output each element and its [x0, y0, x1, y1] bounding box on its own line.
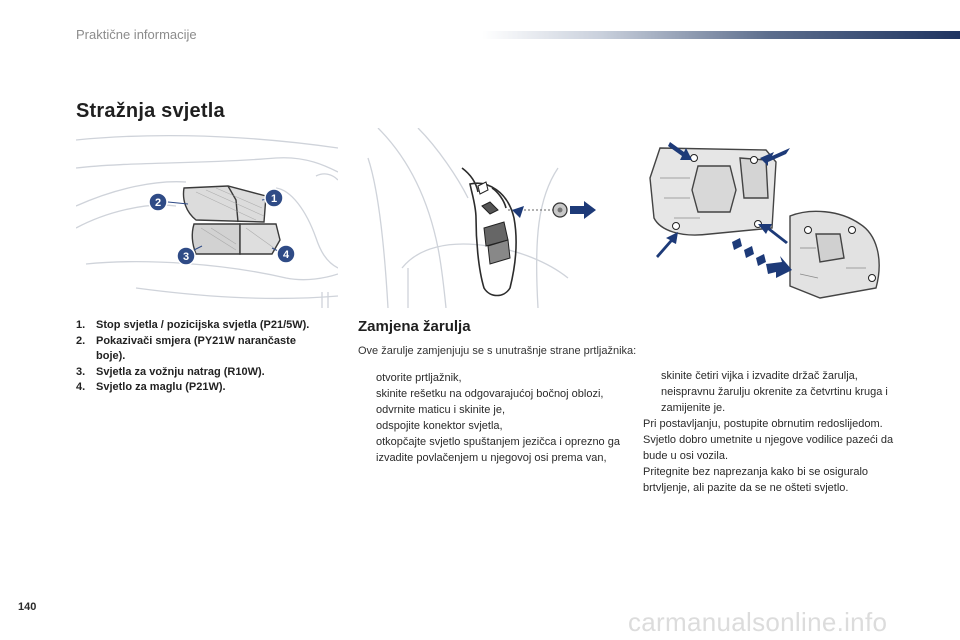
list-item	[358, 386, 620, 402]
instruction-text: odspojite konektor svjetla,	[376, 420, 503, 432]
list-item	[358, 434, 620, 466]
instruction-text: skinite četiri vijka i izvadite držač žarulja,	[661, 370, 858, 382]
callout-2: 2	[154, 197, 162, 209]
instructions-column-left	[358, 370, 620, 466]
legend-item	[76, 380, 316, 396]
replacement-title: Zamjena žarulja	[358, 318, 471, 335]
legend-item	[76, 318, 316, 334]
legend-number: 4.	[76, 381, 86, 393]
legend-number: 2.	[76, 334, 86, 347]
page-number: 140	[18, 601, 37, 613]
bullet-mark	[358, 386, 376, 402]
header-gradient-bar	[482, 31, 960, 39]
list-item	[358, 402, 620, 418]
bullet-mark	[358, 418, 376, 434]
instruction-text: otkopčajte svjetlo spuštanjem jezičca i oprezno ga izvadite povlačenjem u njegovoj osi prema van,	[376, 436, 620, 464]
bullet-mark	[643, 368, 661, 384]
watermark: carmanualsonline.info	[628, 607, 888, 637]
bulb-legend	[76, 318, 316, 396]
sealing-paragraph: Pritegnite bez naprezanja kako bi se osiguralo brtvljenje, ali pazite da se ne ošteti svjetlo.	[643, 466, 869, 494]
section-header: Praktične informacije	[76, 27, 197, 42]
bullet-mark	[358, 434, 376, 466]
legend-number: 3.	[76, 365, 86, 378]
legend-item	[76, 365, 316, 381]
reassembly-paragraph: Pri postavljanju, postupite obrnutim redoslijedom.	[643, 418, 883, 430]
list-item	[358, 418, 620, 434]
legend-item	[76, 334, 316, 365]
page-title: Stražnja svjetla	[76, 100, 225, 122]
alignment-paragraph: Svjetlo dobro umetnite u njegove vodilice pazeći da bude u osi vozila.	[643, 434, 894, 462]
legend-text: Stop svjetla / pozicijska svjetla (P21/5W).	[96, 319, 310, 331]
instruction-text: neispravnu žarulju okrenite za četvrtinu kruga i zamijenite je.	[661, 386, 888, 414]
legend-number: 1.	[76, 319, 86, 331]
bullet-mark	[358, 370, 376, 386]
legend-text: Svjetla za vožnju natrag (R10W).	[96, 365, 265, 378]
list-item	[643, 384, 913, 416]
replacement-intro: Ove žarulje zamjenjuju se s unutrašnje strane prtljažnika:	[358, 345, 637, 357]
bullet-mark	[358, 402, 376, 418]
instructions-column-right	[643, 368, 913, 496]
instruction-text: skinite rešetku na odgovarajućoj bočnoj oblozi,	[376, 388, 604, 400]
rear-light-figure	[76, 128, 338, 308]
lamp-unit-figure	[640, 138, 910, 300]
legend-text: Svjetlo za maglu (P21W).	[96, 381, 226, 393]
legend-text: Pokazivači smjera (PY21W narančaste boje).	[96, 334, 296, 362]
list-item	[358, 370, 620, 386]
bullet-mark	[643, 384, 661, 416]
instruction-text: otvorite prtljažnik,	[376, 372, 462, 384]
callout-3: 3	[182, 251, 190, 263]
instruction-text: odvrnite maticu i skinite je,	[376, 404, 505, 416]
callout-1: 1	[270, 193, 278, 205]
callout-4: 4	[282, 249, 290, 261]
list-item	[643, 368, 913, 384]
boot-interior-figure	[358, 128, 598, 308]
